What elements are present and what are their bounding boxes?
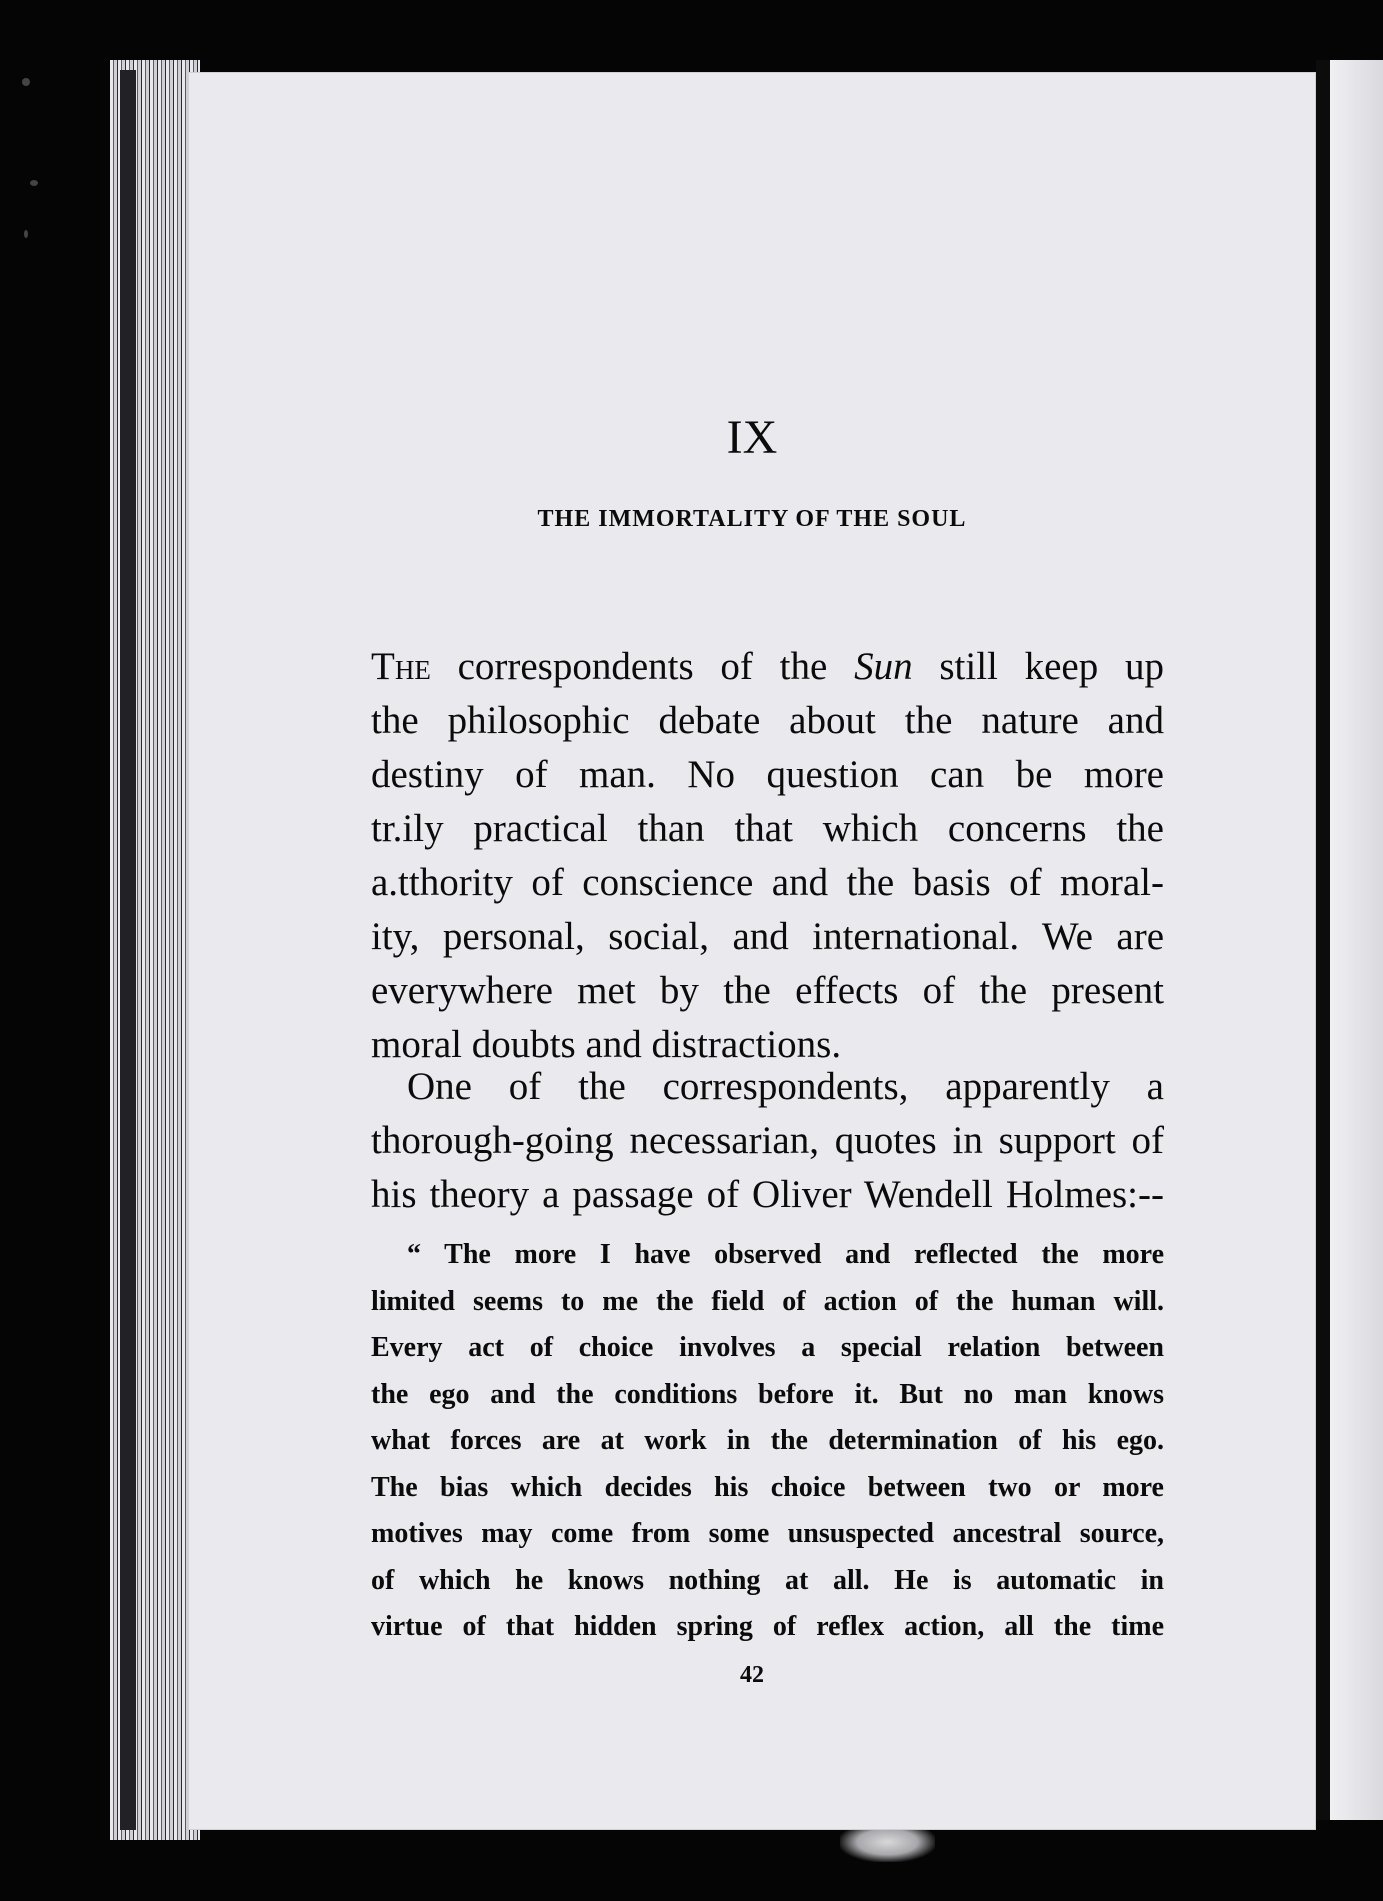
scan-speck	[30, 180, 38, 186]
page-number: 42	[740, 1662, 764, 1688]
paragraph-line: ity, personal, social, and international. We are	[371, 915, 1164, 958]
quote-line: what forces are at work in the determination of his ego.	[371, 1425, 1164, 1456]
chapter-title: THE IMMORTALITY OF THE SOUL	[537, 506, 967, 532]
quote-line: the ego and the conditions before it. But no man knows	[371, 1378, 1164, 1410]
quote-line: limited seems to me the field of action of the human will.	[371, 1285, 1164, 1317]
paragraph-line: tr.ily practical than that which concerns the	[371, 807, 1164, 850]
dropword: The	[371, 645, 431, 688]
scan-speck	[22, 78, 30, 86]
page-text	[188, 72, 1316, 1830]
paragraph-line: thorough-going necessarian, quotes in support of	[371, 1119, 1164, 1162]
page-gutter-right	[1316, 60, 1330, 1820]
paragraph-2-cont	[371, 1114, 1164, 1222]
quote-line: virtue of that hidden spring of reflex action, all the time	[371, 1611, 1164, 1642]
scan-speck	[24, 230, 28, 238]
block-quote	[371, 1232, 1164, 1651]
paragraph-line: his theory a passage of Oliver Wendell Holmes:--	[371, 1173, 1164, 1216]
book-page	[188, 72, 1316, 1830]
quote-line: “ The more I have observed and reflected the more	[407, 1239, 1164, 1270]
quote-line: The bias which decides his choice between two or more	[371, 1471, 1164, 1503]
quote-line: of which he knows nothing at all. He is automatic in	[371, 1564, 1164, 1596]
spine-shadow	[120, 70, 136, 1830]
line-text: still keep up	[912, 645, 1165, 688]
quote-line: Every act of choice involves a special relation between	[371, 1332, 1164, 1363]
paragraph-line: moral doubts and distractions.	[371, 1023, 842, 1066]
line-text: correspondents of the	[430, 645, 855, 688]
paragraph-line: everywhere met by the effects of the present	[371, 969, 1164, 1012]
paragraph-line	[371, 640, 1164, 694]
paragraph-line: One of the correspondents, apparently a	[407, 1065, 1164, 1108]
paragraph-line: destiny of man. No question can be more	[371, 753, 1164, 796]
paragraph-1	[371, 640, 1164, 1072]
quote-line: motives may come from some unsuspected ancestral source,	[371, 1518, 1164, 1549]
italic-word: Sun	[854, 645, 913, 688]
paragraph-line: the philosophic debate about the nature and	[371, 699, 1164, 742]
paragraph-2	[371, 1060, 1164, 1114]
facing-page-edge	[1330, 60, 1383, 1820]
chapter-number: IX	[726, 411, 778, 464]
paragraph-line: a.tthority of conscience and the basis of moral-	[371, 861, 1164, 904]
